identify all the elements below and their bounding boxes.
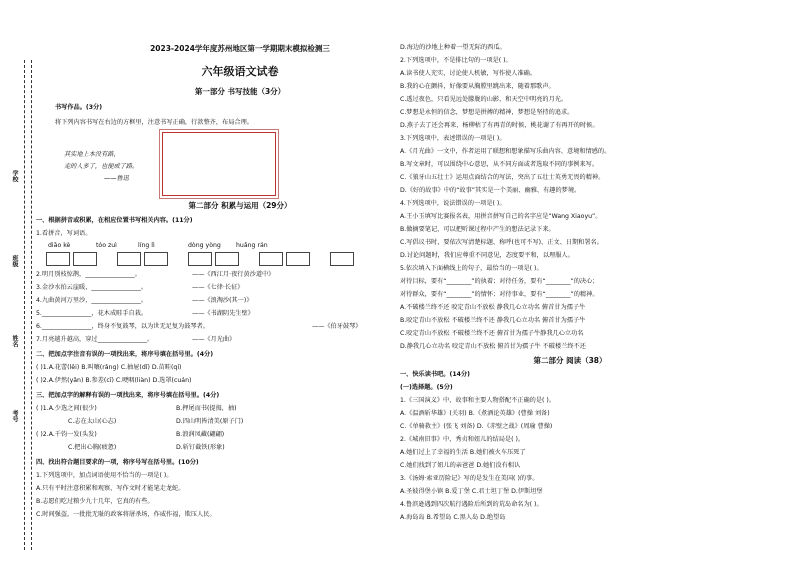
section4-q1a: A.只有平时注意积累和观察，写作文时才能笔走龙蛇。: [36, 485, 185, 492]
p3-section1a: (一)选择题。(5分): [400, 384, 453, 391]
section3-b2: B.浪润凤藏(翩翩): [176, 431, 225, 438]
r-line2e: D.燕子去了还会再来，杨柳枯了有再青的时候，桃花谢了有再开的时候。: [400, 122, 599, 129]
answer-cells[interactable]: [46, 252, 357, 269]
p3-q4: 4.鲁滨逊遇到四次航行遇险后所到的荒岛命名为( )。: [400, 501, 543, 508]
q7-source: ——《月光曲》: [192, 336, 236, 343]
r-line2: 2.下列选项中，不是排比句的一项是( )。: [400, 57, 512, 64]
r-line3a: A.《月光曲》一文中，作者运用了联想和想象描写乐曲内容、意境和情感的。: [400, 148, 611, 155]
q5-source: ——《书湖阴先生壁》: [192, 310, 254, 317]
part3-heading: 第二部分 阅读（38）: [533, 356, 607, 365]
section4-q1: 1.下列选项中，加点词语使用不恰当的一项是( )。: [36, 472, 173, 479]
q2-source: ——《西江月·夜行黄沙道中》: [192, 271, 275, 278]
p3-q1a: A.《温酒斩华雄》(关羽) B.《煮酒论英雄》(曹操 刘备): [400, 410, 550, 417]
section2-title: 二、把加点字注音有误的一项找出来，将序号填在括号里。(4分): [36, 351, 214, 358]
section3-c2: C.把出心胸(疲惫): [68, 444, 117, 451]
section2-line2: ( )2.A.伊然(yǎn) B.参差(cī) C.哽咽(liàn) D.选罩(cuán): [36, 377, 192, 384]
r-line4: 4.下列选项中，说法错误的一项是( )。: [400, 200, 506, 207]
quote-line2: 走的人多了，也便成了路。: [64, 163, 139, 170]
section4-title: 四、找出符合题目要求的一项，将序号写在括号里。(10分): [36, 459, 199, 466]
section3-d2: D.斩钉截铁(形象): [176, 444, 225, 451]
r-line4b: B.做摘要笔记，可以把听课过程中产生的想法记录下来。: [400, 226, 555, 233]
section3-a2: ( )2.A.千钧一发(头发): [36, 431, 97, 438]
r-line5d: D.静我几心立功名 咬定青山不放松 俯首甘为孺子牛 不破楼兰终不还: [400, 343, 586, 350]
section3-c1: C.志在太山(心志): [68, 418, 117, 425]
section2-line1: ( )1.A.花蕾(lěi) B.叫嚷(rǎng) C.抽屉(dǐ) D.苗畦(qí): [36, 364, 182, 371]
section4-q1c: C.时间强盗，一批批无耻的政客将屠杀场，作威作福，欺压人民。: [36, 511, 216, 518]
p3-q1: 1.《三国演义》中，故事和主要人物搭配不正确的是( )。: [400, 397, 556, 404]
pinyin-1: diāo kè: [48, 242, 71, 249]
r-line5-l1: 对待目标，要有“________”的执着；对待任务，要有“________”的决心；: [400, 278, 599, 285]
r-line4a: A.王小玉填写比赛报名表，用拼音拼写自己的名字应是“Wang Xiaoyu”。: [400, 213, 602, 220]
r-line4d: D.讨论问题时，我们应尊重不同意见，态度要平和，以理服人。: [400, 252, 574, 259]
part1-instruction: 将下列内容书写在右边的方框里，注意书写正确，行款整齐，布局合理。: [55, 119, 253, 126]
section4-q1b: B.志愿们吃过粮少九十几年，它真的有些。: [36, 498, 154, 505]
q3: 3.金沙水拍云崖暖，________________。: [36, 284, 148, 291]
section3-title: 三、把加点字的解释有误的一项找出来，将序号填在括号里。(4分): [36, 392, 220, 399]
binding-line: [24, 60, 25, 550]
pinyin-5: huǎng rán: [236, 242, 268, 249]
section1-title: 一、根据拼音或积累，在相应位置书写相关内容。(11分): [36, 217, 193, 224]
q6-source: ——《伯牙鼓琴》: [312, 323, 362, 330]
number-label: 考号: [11, 410, 18, 422]
q2: 2.明月别枝惊鹊，________________。: [36, 271, 141, 278]
p3-q3: 3.《汤姆·索亚历险记》写的是发生在美国( )的事。: [400, 475, 539, 482]
pinyin-2: tóo zuì: [96, 242, 117, 249]
q1: 1.看拼音，写词语。: [36, 230, 92, 237]
r-line2c: C.透过夜色，只看见远处朦胧的山影，和天空中明亮的月光。: [400, 96, 568, 103]
r-line3b: B.写文章时，可以围绕中心意思，从不同方面或者选取不同的事例来写。: [400, 161, 599, 168]
p3-q2a: A.她们过上了幸福的生活 B.她们被火车压死了: [400, 449, 526, 456]
school-label: 学校: [11, 170, 18, 182]
r-line1: D.海边的沙地上种着一望无际的西瓜。: [400, 44, 506, 51]
q4: 4.九曲黄河万里沙，________________。: [36, 297, 148, 304]
name-label: 姓名: [11, 335, 18, 347]
p3-q3a: A.圣彼得堡小镇 B.爱丁堡 C.君士坦丁堡 D.伊斯坦堡: [400, 488, 543, 495]
quote-author: ——鲁迅: [104, 175, 129, 182]
r-line5-l2: 对待群众，要有“________”的情怀；对待事业，要有“________”的精神。: [400, 291, 599, 298]
r-line5a: A.不破楼兰终不还 咬定青山不放松 静我几心立功名 俯首甘为孺子牛: [400, 304, 586, 311]
p3-q2: 2.《城南旧事》中，秀贞和妞儿的结局是( )。: [400, 436, 525, 443]
q3-source: ——《七律·长征》: [192, 284, 244, 291]
pinyin-4: dòng yòng: [188, 242, 221, 249]
writing-box[interactable]: [162, 132, 276, 196]
q5: 5.________________，花木成畦手自栽。: [36, 310, 148, 317]
part1-question: 书写作品。(3分): [55, 104, 103, 111]
r-line5c: C.咬定青山不放松 不破楼兰终不还 俯首甘为孺子牛静我几心立功名: [400, 330, 584, 337]
r-line3c: C.《狼牙山五壮士》运用点面结合的写法，突出了五壮士英勇无畏的精神。: [400, 174, 605, 181]
r-line4c: C.写倡议书时，要依次写清楚标题、称呼(也可不写)、正文、日期和署名。: [400, 239, 603, 246]
paper-title: 六年级语文试卷: [201, 65, 279, 78]
section3-a1: ( )1.A.少选之间(很少): [36, 405, 97, 412]
p3-q1b: C.《单骑救主》(张飞 刘备) D.《赤壁之战》(周瑜 曹操): [400, 423, 553, 430]
quote-line1: 其实地上本没有路，: [64, 151, 120, 158]
r-line3: 3.下列选项中，表述错误的一项是( )。: [400, 135, 506, 142]
part1-heading: 第一部分 书写技能（3分）: [194, 87, 286, 96]
r-line2a: A.读书使人充实，讨论使人机敏，写作使人准确。: [400, 70, 537, 77]
p3-q2b: C.她们找到了妞儿的亲爸爸 D.她们没有相认: [400, 462, 521, 469]
class-label: 班级: [11, 255, 18, 267]
section3-d1: D.四山明皆清美(原子门): [176, 418, 244, 425]
r-line3d: D.《好的故事》中的“故事”其实是一个美丽、幽雅、有趣的梦境。: [400, 187, 581, 194]
exam-title: 2023-2024学年度苏州地区第一学期期末模拟检测三: [150, 44, 330, 53]
r-line5b: B.咬定青山不放松 不破楼兰终不还 静我几心立功名 俯首甘为孺子牛: [400, 317, 586, 324]
q4-source: ——《浪淘沙(其一)》: [192, 297, 253, 304]
q6: 6.________________，终身不复鼓琴，以为世无足复为鼓琴者。: [36, 323, 209, 330]
r-line2b: B.我的心在颤抖，好像要从胸膛里跳出来，随着那歌声。: [400, 83, 555, 90]
binding-line-inner: [31, 60, 32, 550]
q7: 7.月亮越升越高，穿过________________。: [36, 336, 154, 343]
p3-section1: 一、快乐读书吧。(14分): [400, 371, 470, 378]
section3-b1: B.押尾而书(提拇，抽): [176, 405, 237, 412]
r-line2d: C.梦想是永恒的信念，梦想是拼搏的精神，梦想是坚持的追求。: [400, 109, 574, 116]
r-line5: 5.依次填入下面横线上的句子，最恰当的一项是( )。: [400, 265, 543, 272]
part2-heading: 第二部分 积累与运用（29分）: [188, 201, 292, 210]
pinyin-3: líng lì: [138, 242, 155, 249]
p3-q4a: A.海岛岛 B.希望岛 C.黑人岛 D.绝望岛: [400, 514, 506, 521]
